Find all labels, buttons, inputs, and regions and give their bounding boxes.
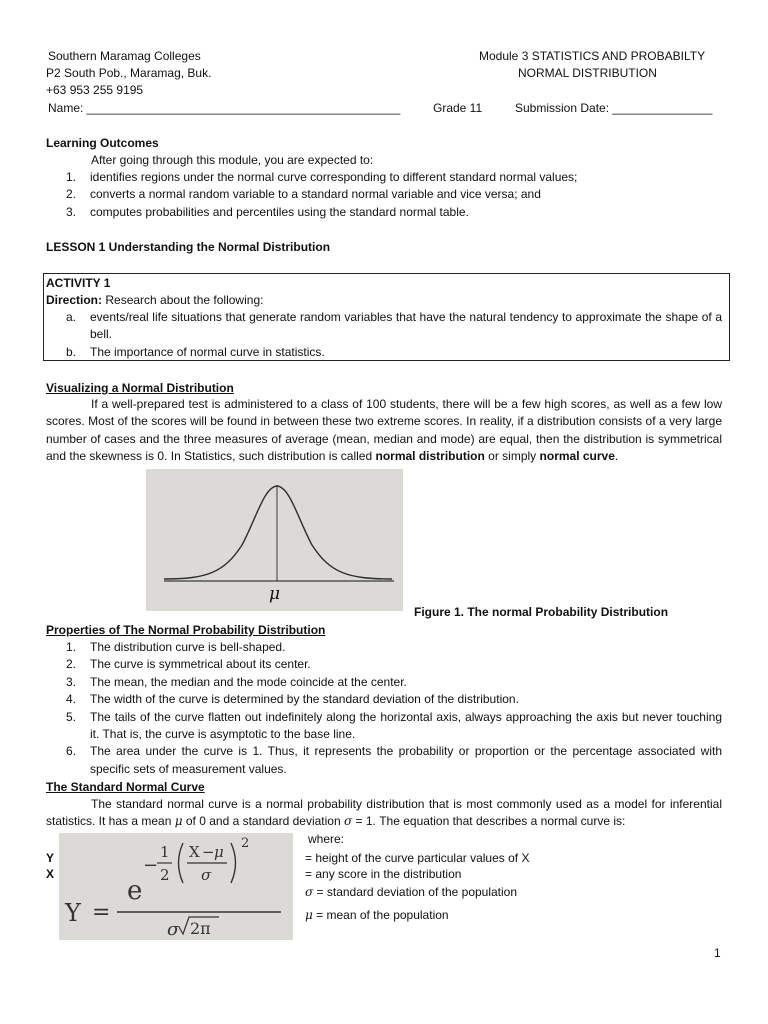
formula-minus: − [143,855,159,876]
grade-level: Grade 11 [433,101,483,115]
list-item: 1. identifies regions under the normal curve corresponding to different standard normal values; [66,170,578,184]
formula-mu: μ [214,843,224,861]
formula-sigma: σ [201,866,212,884]
list-item: 2. The curve is symmetrical about its center. [66,657,311,672]
list-item: 3. The mean, the median and the mode coincide at the center. [66,674,407,689]
learning-outcomes-intro: After going through this module, you are expected to: [91,153,374,167]
def-mu: μ = mean of the population [305,908,449,922]
activity-list [46,309,722,361]
list-item: b. The importance of normal curve in statistics. [66,344,325,359]
formula-minus2: − [202,843,215,861]
def-sigma: σ = standard deviation of the population [305,885,518,899]
lesson-title: LESSON 1 Understanding the Normal Distribution [46,240,331,254]
name-field: Name: _______________________________________________ [48,101,401,115]
visualizing-title: Visualizing a Normal Distribution [46,381,234,395]
visualizing-paragraph: If a well-prepared test is administered to a class of 100 students, there will be a few high scores, as well as a few low scores. Most of the scores will be found in between these two extreme scores. In reality, if a distribution consists of a very large number of cases and the three measures of average (mean, median and mode) are equal, then the distribution is symmetrical and the skewness is 0. In Statistics, such distribution is called normal distribution or simply normal curve. [46,397,722,464]
where-label: where: [308,832,345,846]
school-address: P2 South Pob., Maramag, Buk. [46,66,212,80]
school-phone: +63 953 255 9195 [46,83,144,97]
formula-one: 1 [160,843,170,861]
school-name: Southern Maramag Colleges [48,49,201,63]
formula-den-sigma: σ [167,919,180,940]
formula-x: X [189,843,200,861]
formula-two: 2 [160,866,170,884]
normal-curve-formula [59,833,293,940]
def-x-text: = any score in the distribution [305,867,462,881]
def-symbol-x: X [46,867,55,881]
module-topic: NORMAL DISTRIBUTION [518,66,657,80]
activity-title: ACTIVITY 1 [46,276,111,290]
learning-outcomes-list [46,169,722,221]
properties-list [46,639,722,778]
formula-equals: = [92,900,111,925]
formula-two-pi: 2π [190,919,211,938]
list-item: 4. The width of the curve is determined by the standard deviation of the distribution. [66,692,519,707]
properties-title: Properties of The Normal Probability Distribution [46,623,326,637]
formula-e: e [127,876,143,906]
formula-square: 2 [241,836,250,851]
page-number: 1 [714,946,721,960]
learning-outcomes-title: Learning Outcomes [46,136,159,150]
list-item: 3. computes probabilities and percentiles using the standard normal table. [66,204,469,219]
figure-mu-label: μ [269,584,281,604]
list-item: 5. The tails of the curve flatten out indefinitely along the horizontal axis, always approaching the axis but never touching it. That is, the curve is asymptotic to the base line. [66,709,722,742]
standard-curve-title: The Standard Normal Curve [46,780,205,794]
normal-curve-figure [146,469,403,611]
module-title: Module 3 STATISTICS AND PROBABILTY [479,49,706,63]
formula-y: Y [65,899,81,927]
def-y-text: = height of the curve particular values of X [305,851,530,865]
list-item: 6. The area under the curve is 1. Thus, it represents the probability or proportion or the percentage associated with specific sets of measurement values. [66,744,722,776]
list-item: a. events/real life situations that generate random variables that have the natural tendency to approximate the shape of a bell. [66,310,722,342]
list-item: 2. converts a normal random variable to a standard normal variable and vice versa; and [66,187,541,202]
standard-curve-paragraph: The standard normal curve is a normal probability distribution that is most commonly used as a model for inferential statistics. It has a mean μ of 0 and a standard deviation σ = 1. The equation that describes a normal curve is: [46,797,722,829]
figure-caption: Figure 1. The normal Probability Distribution [414,605,669,619]
submission-date-field: Submission Date: _______________ [515,101,713,115]
def-symbol-y: Y [46,851,55,865]
activity-direction: Direction: Research about the following: [46,293,264,307]
list-item: 1. The distribution curve is bell-shaped. [66,640,286,654]
